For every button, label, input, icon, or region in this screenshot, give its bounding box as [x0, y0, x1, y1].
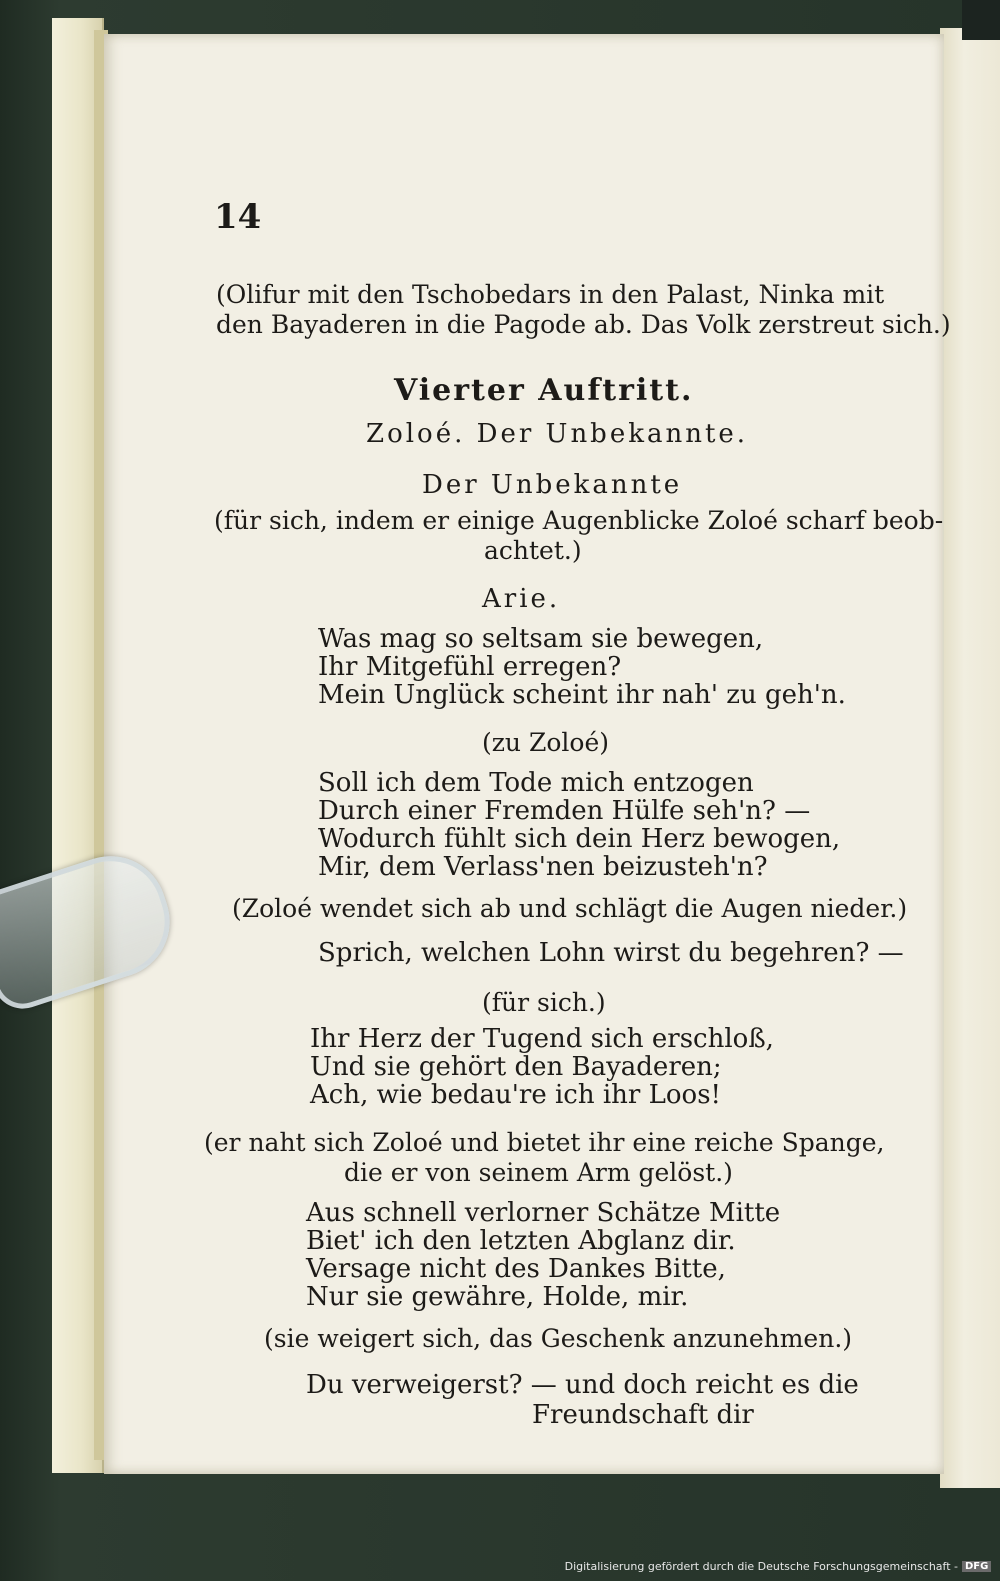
stage-direction-line: achtet.) [484, 536, 582, 565]
verse-line: Durch einer Fremden Hülfe seh'n? — [318, 796, 811, 826]
scene-heading: Vierter Auftritt. [394, 373, 694, 408]
verse-line: Biet' ich den letzten Abglanz dir. [306, 1226, 736, 1256]
verse-line: Was mag so seltsam sie bewegen, [318, 624, 764, 654]
verse-line: Und sie gehört den Bayaderen; [310, 1052, 722, 1082]
stage-direction-line: (er naht sich Zoloé und bietet ihr eine reiche Spange, [204, 1128, 885, 1157]
dfg-logo: DFG [962, 1561, 991, 1572]
stage-direction-line: (zu Zoloé) [482, 728, 609, 757]
aria-heading: Arie. [482, 584, 561, 614]
verse-line: Soll ich dem Tode mich entzogen [318, 768, 754, 798]
verse-line: Du verweigerst? — und doch reicht es die [306, 1370, 859, 1400]
verse-line: Aus schnell verlorner Schätze Mitte [306, 1198, 781, 1228]
stage-direction-line: den Bayaderen in die Pagode ab. Das Volk zerstreut sich.) [216, 310, 951, 339]
facing-page-edge [940, 28, 1000, 1488]
verse-line: Nur sie gewähre, Holde, mir. [306, 1282, 689, 1312]
stage-direction-line: (Zoloé wendet sich ab und schlägt die Augen nieder.) [232, 894, 908, 923]
verse-line: Freundschaft dir [532, 1400, 754, 1430]
verse-line: Versage nicht des Dankes Bitte, [306, 1254, 726, 1284]
stage-direction-line: die er von seinem Arm gelöst.) [344, 1158, 733, 1187]
speaker-name: Der Unbekannte [422, 470, 683, 500]
verse-line: Ihr Mitgefühl erregen? [318, 652, 622, 682]
verse-line: Sprich, welchen Lohn wirst du begehren? — [318, 938, 904, 968]
verse-line: Ihr Herz der Tugend sich erschloß, [310, 1024, 774, 1054]
digitization-credit: Digitalisierung gefördert durch die Deutsche Forschungsgemeinschaft - [564, 1560, 958, 1573]
verse-line: Wodurch fühlt sich dein Herz bewogen, [318, 824, 841, 854]
scene-characters: Zoloé. Der Unbekannte. [366, 419, 749, 449]
page-number: 14 [214, 197, 262, 237]
book-cover-corner [962, 0, 1000, 40]
book-page [104, 34, 951, 1474]
stage-direction-line: (für sich.) [482, 988, 606, 1017]
stage-direction-line: (Olifur mit den Tschobedars in den Palast, Ninka mit [216, 280, 885, 309]
verse-line: Mein Unglück scheint ihr nah' zu geh'n. [318, 680, 846, 710]
stage-direction-line: (sie weigert sich, das Geschenk anzunehmen.) [264, 1324, 853, 1353]
verse-line: Ach, wie bedau're ich ihr Loos! [310, 1080, 721, 1110]
verse-line: Mir, dem Verlass'nen beizusteh'n? [318, 852, 768, 882]
stage-direction-line: (für sich, indem er einige Augenblicke Zoloé scharf beob- [214, 506, 944, 535]
